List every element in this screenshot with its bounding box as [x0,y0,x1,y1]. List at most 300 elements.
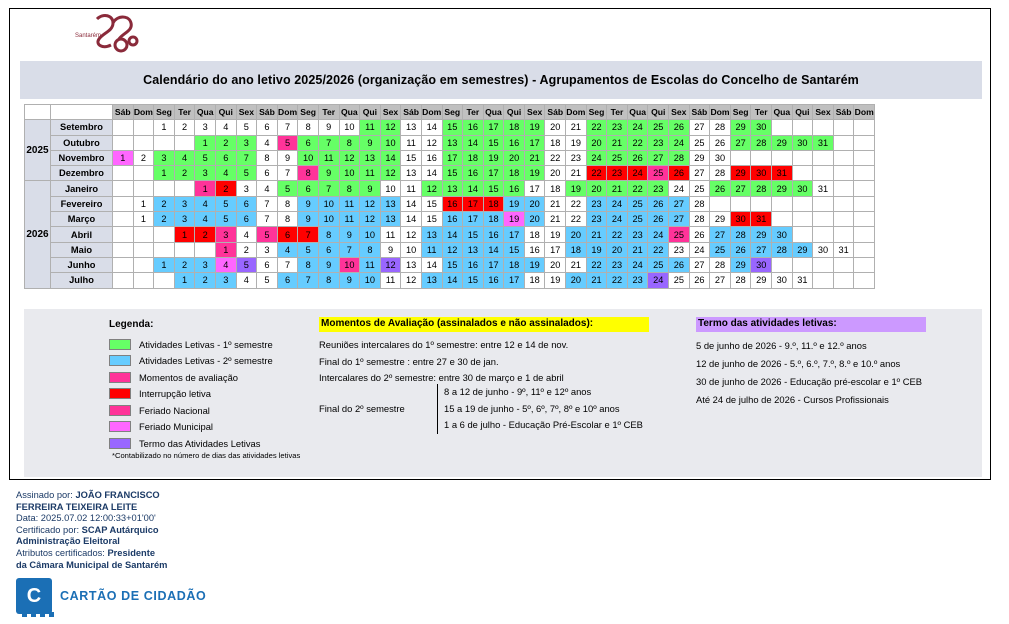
sig-label-certificado: Certificado por: [16,524,80,535]
calendar-day-cell: 8 [339,135,360,150]
calendar-day-cell: 22 [545,150,566,165]
calendar-day-cell [854,196,875,211]
calendar-day-cell: 15 [442,120,463,135]
calendar-day-cell: 25 [627,212,648,227]
calendar-day-cell: 23 [627,273,648,288]
calendar-day-cell: 8 [298,120,319,135]
calendar-day-cell: 6 [298,135,319,150]
calendar-day-cell: 6 [257,120,278,135]
calendar-day-cell [792,166,813,181]
calendar-day-cell [792,257,813,272]
calendar-day-cell [174,242,195,257]
calendar-day-cell: 18 [504,257,525,272]
calendar-day-cell: 4 [257,181,278,196]
calendar-day-cell [113,257,134,272]
calendar-day-cell [772,150,793,165]
calendar-day-cell: 6 [215,150,236,165]
final-2-semestre-item: 15 a 19 de junho - 5º, 6º, 7º, 8º e 10º anos [444,402,620,414]
calendar-day-cell: 14 [421,120,442,135]
calendar-day-cell: 15 [463,227,484,242]
calendar-day-cell: 11 [380,273,401,288]
momentos-line: Intercalares do 2º semestre: entre 30 de março e 1 de abril [319,372,564,383]
calendar-day-cell: 22 [607,227,628,242]
legend-color-swatch [109,355,131,366]
calendar-day-cell [833,150,854,165]
calendar-day-cell: 28 [730,227,751,242]
calendar-day-cell: 14 [463,181,484,196]
calendar-day-cell [133,242,154,257]
calendar-day-cell: 24 [689,242,710,257]
sig-label-assinado: Assinado por: [16,490,73,500]
calendar-day-cell [751,150,772,165]
calendar-month-label: Junho [51,257,113,272]
calendar-day-header: Qua [772,105,793,120]
calendar-day-cell: 18 [504,166,525,181]
calendar-day-cell: 8 [277,212,298,227]
legend-item [109,336,273,353]
calendar-day-cell: 13 [401,120,422,135]
calendar-day-cell: 21 [566,257,587,272]
calendar-day-cell: 21 [524,150,545,165]
calendar-day-cell [113,135,134,150]
calendar-day-cell: 26 [669,120,690,135]
calendar-day-cell: 7 [257,196,278,211]
calendar-day-cell: 6 [236,212,257,227]
calendar-day-header: Ter [318,105,339,120]
calendar-day-cell: 2 [174,257,195,272]
calendar-day-cell: 28 [710,166,731,181]
calendar-day-cell: 30 [772,273,793,288]
calendar-day-cell [813,227,834,242]
termo-line: 30 de junho de 2026 - Educação pré-escolar e 1º CEB [696,376,922,387]
calendar-day-cell: 13 [380,212,401,227]
calendar-day-cell: 9 [318,257,339,272]
calendar-day-cell: 26 [689,227,710,242]
calendar-day-cell: 8 [318,227,339,242]
final-2-semestre-item: 8 a 12 de junho - 9º, 11º e 12º anos [444,386,592,397]
legend-item-label: Feriado Nacional [139,404,210,416]
calendar-day-cell [833,273,854,288]
calendar-day-cell: 18 [566,242,587,257]
calendar-day-cell: 18 [524,227,545,242]
calendar-day-cell: 3 [195,166,216,181]
calendar-day-cell: 10 [318,196,339,211]
calendar-day-cell: 26 [627,150,648,165]
calendar-day-cell: 2 [174,166,195,181]
calendar-day-cell: 12 [421,135,442,150]
calendar-day-cell: 18 [545,135,566,150]
calendar-day-cell [730,196,751,211]
calendar-day-cell: 2 [236,242,257,257]
calendar-day-cell [854,135,875,150]
calendar-day-cell: 14 [463,135,484,150]
calendar-day-cell: 17 [524,135,545,150]
sig-value-name2: FERREIRA TEIXEIRA LEITE [16,501,138,512]
calendar-day-cell: 6 [318,242,339,257]
calendar-day-cell: 1 [154,166,175,181]
calendar-day-cell: 13 [442,181,463,196]
calendar-day-cell [854,257,875,272]
calendar-day-header: Qui [360,105,381,120]
termo-line: Até 24 de julho de 2026 - Cursos Profissionais [696,394,889,405]
calendar-month-label: Dezembro [51,166,113,181]
calendar-day-cell: 16 [442,212,463,227]
calendar-day-cell: 11 [360,120,381,135]
calendar-day-cell: 24 [627,257,648,272]
calendar-day-cell: 17 [463,212,484,227]
calendar-day-cell: 23 [648,181,669,196]
calendar-day-cell [772,257,793,272]
calendar-day-cell: 20 [607,242,628,257]
calendar-day-cell: 25 [689,135,710,150]
calendar-day-cell: 8 [277,196,298,211]
sig-date: Data: 2025.07.02 12:00:33+01'00' [16,513,156,524]
calendar-month-label: Outubro [51,135,113,150]
calendar-day-cell: 25 [607,150,628,165]
calendar-day-cell: 1 [113,150,134,165]
calendar-day-header: Sáb [545,105,566,120]
calendar-day-header: Sáb [401,105,422,120]
calendar-day-cell: 6 [277,273,298,288]
calendar-month-row [25,150,875,165]
calendar-day-cell: 3 [174,196,195,211]
calendar-day-cell: 23 [648,135,669,150]
sig-value-attr: Presidente [107,547,156,558]
calendar-day-cell: 18 [463,150,484,165]
calendar-day-cell: 1 [174,273,195,288]
calendar-month-label: Janeiro [51,181,113,196]
calendar-day-cell: 12 [360,212,381,227]
calendar-day-cell: 11 [421,242,442,257]
calendar-day-cell [730,150,751,165]
calendar-day-header: Qua [339,105,360,120]
calendar-day-cell: 6 [236,196,257,211]
calendar-day-cell: 30 [751,166,772,181]
calendar-day-cell [113,181,134,196]
page-title: Calendário do ano letivo 2025/2026 (organização em semestres) - Agrupamentos de Escolas do Concelho de Santarém [143,73,859,87]
calendar-day-cell: 7 [298,273,319,288]
calendar-day-cell: 13 [421,227,442,242]
calendar-day-cell: 7 [318,181,339,196]
calendar-day-cell [792,150,813,165]
calendar-day-cell: 28 [710,257,731,272]
calendar-day-cell: 29 [792,242,813,257]
final-2-semestre-block [319,384,643,434]
calendar-day-cell: 17 [483,166,504,181]
calendar-day-cell: 16 [463,166,484,181]
calendar-day-cell: 4 [215,257,236,272]
calendar-day-cell: 16 [463,257,484,272]
calendar-day-cell: 10 [298,150,319,165]
calendar-day-cell: 22 [586,120,607,135]
legend-list [109,336,273,452]
legend-footnote: *Contabilizado no número de dias das atividades letivas [112,451,301,460]
calendar-day-cell [154,181,175,196]
calendar-day-cell: 27 [689,120,710,135]
calendar-day-cell: 19 [566,135,587,150]
calendar-month-row [25,135,875,150]
calendar-day-cell: 30 [792,135,813,150]
calendar-day-cell: 5 [215,212,236,227]
termo-lines [696,337,922,409]
termo-title: Termo das atividades letivas: [696,317,926,332]
calendar-day-cell: 18 [504,120,525,135]
calendar-day-cell: 3 [195,120,216,135]
calendar-day-cell: 16 [504,181,525,196]
calendar-year-label: 2026 [25,181,51,288]
legend-item [109,402,273,419]
sig-value-attr2: da Câmara Municipal de Santarém [16,559,168,570]
calendar-day-cell: 20 [524,212,545,227]
calendar-day-cell: 28 [689,196,710,211]
calendar-day-cell: 5 [215,196,236,211]
calendar-day-cell: 10 [380,135,401,150]
santarem-logo [73,11,153,59]
calendar-day-cell: 20 [545,120,566,135]
calendar-day-cell: 1 [154,120,175,135]
calendar-day-cell: 19 [524,257,545,272]
calendar-day-cell: 1 [215,242,236,257]
calendar-day-cell: 2 [195,273,216,288]
calendar-day-cell: 9 [318,120,339,135]
calendar-day-cell: 15 [463,273,484,288]
calendar-month-row [25,212,875,227]
digital-signature-block [16,490,167,571]
calendar-day-cell: 23 [607,166,628,181]
calendar-day-cell [813,257,834,272]
calendar-day-cell: 15 [401,150,422,165]
calendar-day-cell: 8 [339,181,360,196]
calendar-day-cell: 31 [813,181,834,196]
calendar-day-cell: 25 [648,120,669,135]
calendar-day-cell: 29 [751,227,772,242]
calendar-day-cell: 23 [607,120,628,135]
calendar-day-cell: 15 [421,196,442,211]
calendar-day-cell: 14 [380,150,401,165]
calendar-day-cell: 17 [442,150,463,165]
calendar-day-cell: 9 [380,242,401,257]
calendar-day-cell: 9 [339,273,360,288]
calendar-day-cell: 4 [195,196,216,211]
calendar-day-cell: 23 [607,257,628,272]
calendar-month-row [25,242,875,257]
calendar-day-cell: 4 [215,120,236,135]
calendar-day-cell: 15 [504,242,525,257]
calendar-day-header: Dom [854,105,875,120]
calendar-day-cell: 16 [463,120,484,135]
calendar-day-cell: 22 [627,135,648,150]
calendar-day-header: Qui [215,105,236,120]
calendar-day-cell: 16 [421,150,442,165]
calendar-day-cell [113,227,134,242]
calendar-day-cell [154,227,175,242]
calendar-day-cell: 29 [772,181,793,196]
calendar-day-header: Qua [483,105,504,120]
calendar-day-cell: 14 [401,212,422,227]
calendar-day-cell: 21 [627,242,648,257]
calendar-day-cell: 3 [215,273,236,288]
calendar-day-cell [813,166,834,181]
calendar-day-cell: 9 [360,135,381,150]
calendar-day-cell: 26 [648,212,669,227]
calendar-day-cell: 3 [195,257,216,272]
calendar-day-cell: 12 [442,242,463,257]
calendar-day-header: Sáb [833,105,854,120]
final-2-semestre-label: Final do 2º semestre [319,403,405,415]
calendar-day-cell: 30 [710,150,731,165]
calendar-day-cell: 15 [442,257,463,272]
calendar-day-header: Qui [648,105,669,120]
calendar-day-header: Dom [277,105,298,120]
calendar-day-cell: 30 [730,212,751,227]
calendar-day-cell: 12 [380,257,401,272]
calendar-day-cell: 9 [298,212,319,227]
calendar-day-cell: 17 [545,242,566,257]
calendar-day-cell: 14 [401,196,422,211]
calendar-day-cell: 28 [669,150,690,165]
legend-item-label: Termo das Atividades Letivas [139,437,261,449]
calendar-day-cell: 12 [380,120,401,135]
calendar-day-header: Ter [607,105,628,120]
calendar-day-cell: 10 [339,120,360,135]
calendar-day-cell: 21 [586,273,607,288]
calendar-day-cell: 25 [648,257,669,272]
calendar-day-cell [792,227,813,242]
calendar-day-cell: 10 [360,227,381,242]
calendar-day-cell [854,212,875,227]
calendar-day-cell: 11 [360,166,381,181]
momentos-line: Reuniões intercalares do 1º semestre: entre 12 e 14 de nov. [319,339,569,350]
calendar-day-cell: 11 [339,196,360,211]
calendar-month-row [25,181,875,196]
calendar-day-cell: 5 [236,120,257,135]
calendar-day-cell [813,212,834,227]
calendar-month-row [25,257,875,272]
calendar-day-cell: 27 [648,150,669,165]
calendar-day-cell: 7 [277,120,298,135]
legend-item [109,369,273,386]
calendar-day-cell [813,196,834,211]
calendar-day-cell: 5 [236,257,257,272]
calendar-day-cell: 7 [318,135,339,150]
calendar-day-cell: 6 [257,257,278,272]
calendar-day-cell: 7 [298,227,319,242]
calendar-year-label: 2025 [25,120,51,181]
calendar-month-label: Novembro [51,150,113,165]
sig-label-atributos: Atributos certificados: [16,547,105,558]
calendar-day-cell: 24 [669,135,690,150]
calendar-day-cell [133,181,154,196]
momentos-line: Final do 1º semestre : entre 27 e 30 de jan. [319,355,499,367]
calendar-day-cell: 6 [277,227,298,242]
calendar-day-cell: 22 [627,181,648,196]
calendar-day-cell [854,150,875,165]
calendar-day-cell: 21 [566,120,587,135]
calendar-day-cell: 2 [154,212,175,227]
calendar-day-cell: 26 [710,181,731,196]
calendar-day-cell: 23 [586,196,607,211]
calendar-day-cell: 1 [133,212,154,227]
calendar-day-cell [113,120,134,135]
calendar-month-label: Setembro [51,120,113,135]
calendar-day-cell: 22 [586,257,607,272]
calendar-day-cell: 14 [483,242,504,257]
calendar-day-cell [833,212,854,227]
calendar-day-cell [854,181,875,196]
calendar-day-cell: 10 [401,242,422,257]
calendar-month-row [25,227,875,242]
calendar-day-cell: 25 [710,242,731,257]
calendar-day-cell: 10 [339,166,360,181]
legend-panel [24,309,982,477]
calendar-day-header: Seg [154,105,175,120]
termo-line: 5 de junho de 2026 - 9.º, 11.º e 12.º anos [696,340,867,351]
calendar-day-cell: 24 [627,120,648,135]
calendar-day-cell: 2 [154,196,175,211]
calendar-day-cell: 27 [730,181,751,196]
calendar-day-cell: 11 [318,150,339,165]
calendar-day-cell: 13 [380,196,401,211]
legend-color-swatch [109,438,131,449]
calendar-day-cell: 17 [463,196,484,211]
calendar-day-cell: 11 [380,227,401,242]
calendar-day-cell: 28 [751,181,772,196]
calendar-day-cell [113,166,134,181]
calendar-day-cell: 12 [360,196,381,211]
legend-item-label: Feriado Municipal [139,421,213,433]
calendar-day-cell: 14 [421,166,442,181]
calendar-day-cell: 19 [504,196,525,211]
calendar-day-cell [833,257,854,272]
calendar-day-cell: 19 [524,166,545,181]
calendar-day-cell: 7 [277,166,298,181]
calendar-day-cell: 28 [730,273,751,288]
calendar-day-cell: 14 [442,227,463,242]
calendar-day-cell: 5 [236,166,257,181]
calendar-day-cell: 8 [298,257,319,272]
calendar-day-cell: 21 [545,196,566,211]
calendar-day-cell: 13 [401,257,422,272]
calendar-day-cell: 5 [277,181,298,196]
calendar-day-header: Sáb [113,105,134,120]
calendar-day-cell [833,196,854,211]
legend-color-swatch [109,421,131,432]
corner-cell-month [51,105,113,120]
calendar-day-cell: 30 [813,242,834,257]
calendar-day-cell [833,227,854,242]
calendar-day-cell: 1 [174,227,195,242]
calendar-month-row [25,196,875,211]
termo-line: 12 de junho de 2026 - 5.º, 6.º, 7.º, 8.º e 10.º anos [696,358,901,369]
calendar-day-header: Seg [586,105,607,120]
calendar-day-cell: 4 [195,212,216,227]
calendar-day-cell: 25 [669,227,690,242]
calendar-day-cell: 22 [566,196,587,211]
calendar-day-cell: 21 [607,181,628,196]
calendar-day-cell: 3 [236,135,257,150]
calendar-day-cell [833,166,854,181]
calendar-day-cell: 3 [154,150,175,165]
calendar-day-cell [833,181,854,196]
svg-text:Santarém: Santarém [75,33,102,39]
momentos-title: Momentos de Avaliação (assinalados e não assinalados): [319,317,649,332]
calendar-month-label: Maio [51,242,113,257]
calendar-day-cell [113,273,134,288]
calendar-day-cell: 19 [545,273,566,288]
calendar-day-cell: 1 [154,257,175,272]
calendar-day-cell: 8 [360,242,381,257]
sig-value-name1: JOÃO FRANCISCO [75,490,160,500]
